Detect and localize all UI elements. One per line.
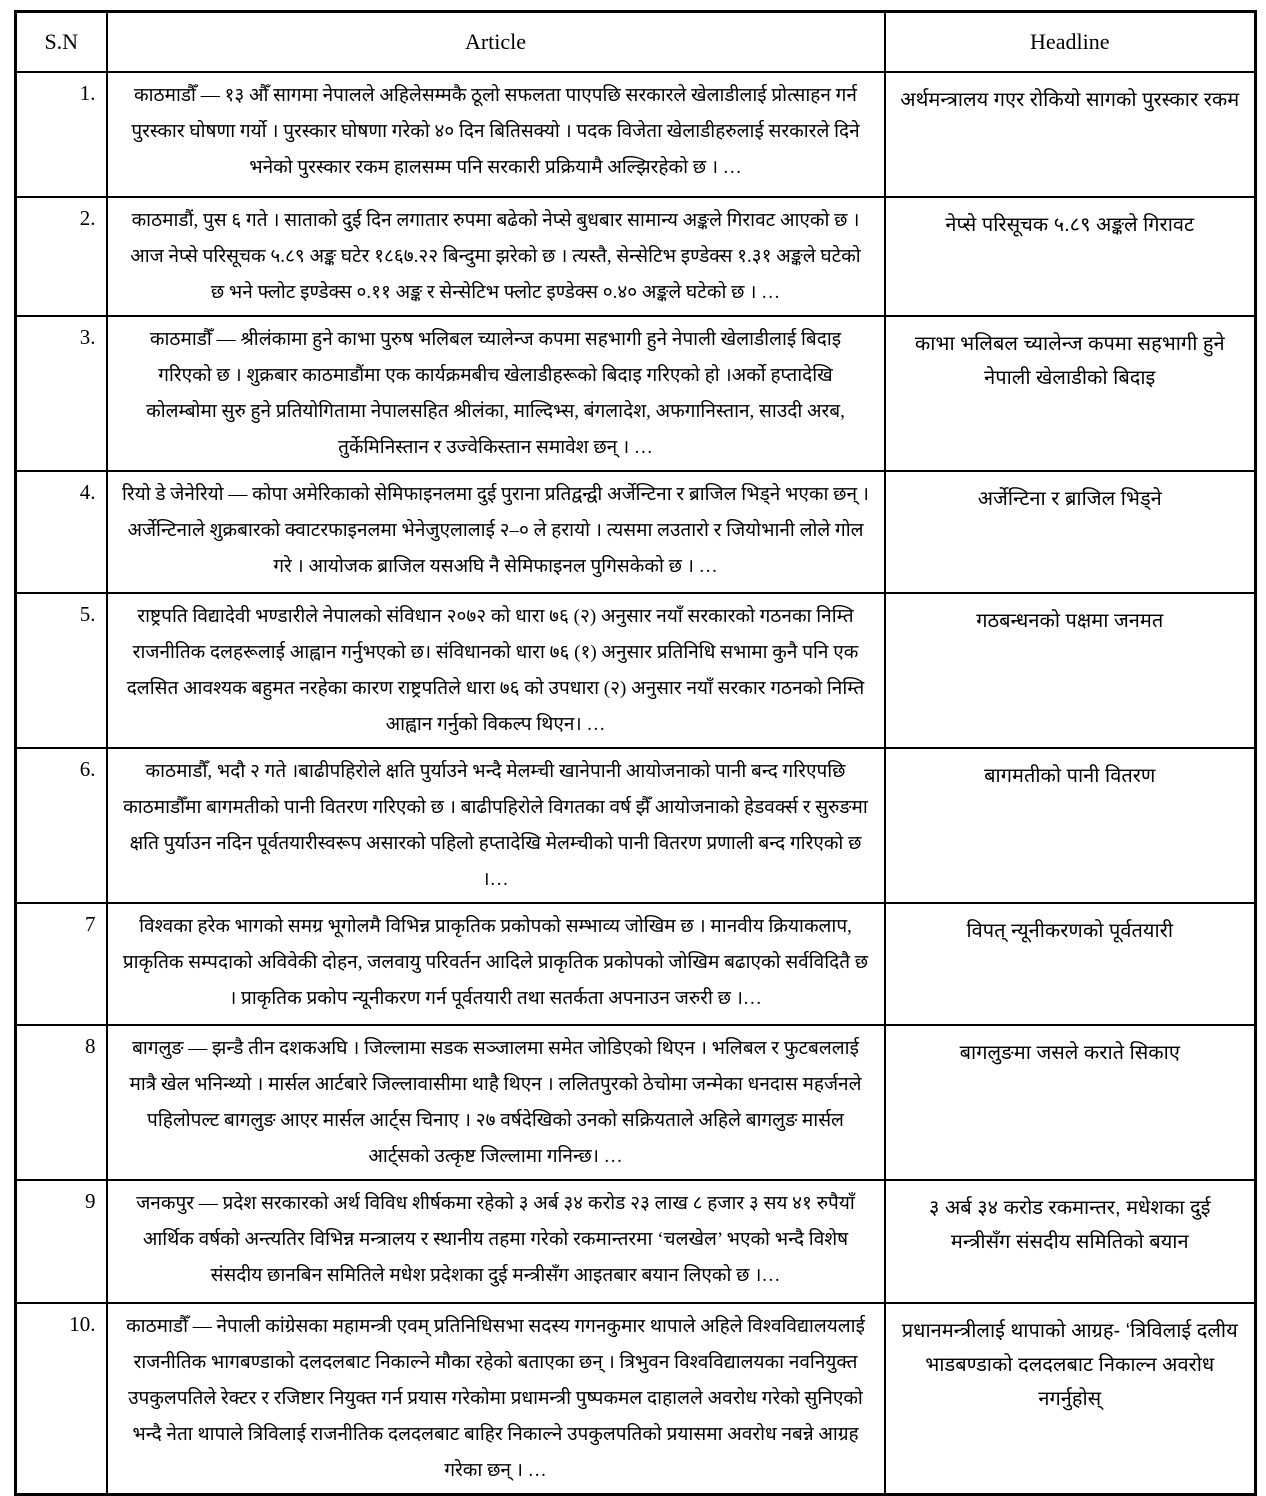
table-row [16,72,1256,197]
headline-text: गठबन्धनको पक्षमा जनमत [885,593,1256,748]
column-header-article: Article [107,12,885,73]
headline-text: बागलुङमा जसले कराते सिकाए [885,1025,1256,1180]
headline-text: अर्जेन्टिना र ब्राजिल भिड्ने [885,471,1256,593]
serial-number: 4. [16,471,107,593]
table-row [16,593,1256,748]
article-text: काठमाडौँ, भदौ २ गते ।बाढीपहिरोले क्षति पुर्याउने भन्दै मेलम्ची खानेपानी आयोजनाको पानी बन्द गरिएपछि काठमाडौँमा बागमतीको पानी वितरण गरिएको छ । बाढीपहिरोले विगतका वर्ष झैँ आयोजनाको हेडवर्क्स र सुरुङमा क्षति पुर्याउन नदिन पूर्वतयारीस्वरूप असारको पहिलो हप्तादेखि मेलम्चीको पानी वितरण प्रणाली बन्द गरिएको छ ।… [107,748,885,903]
table-row [16,1180,1256,1303]
header-row [16,12,1256,73]
table-row [16,1303,1256,1495]
article-text: काठमाडौँ — १३ औँ सागमा नेपालले अहिलेसम्मकै ठूलो सफलता पाएपछि सरकारले खेलाडीलाई प्रोत्साहन गर्न पुरस्कार घोषणा गर्यो । पुरस्कार घोषणा गरेको ४० दिन बितिसक्यो । पदक विजेता खेलाडीहरुलाई सरकारले दिने भनेको पुरस्कार रकम हालसम्म पनि सरकारी प्रक्रियामै अल्झिरहेको छ । … [107,72,885,197]
table-row [16,1025,1256,1180]
serial-number: 1. [16,72,107,197]
table-row [16,197,1256,316]
serial-number: 6. [16,748,107,903]
serial-number: 3. [16,316,107,471]
headline-text: नेप्से परिसूचक ५.८९ अङ्कले गिरावट [885,197,1256,316]
headline-text: बागमतीको पानी वितरण [885,748,1256,903]
news-articles-table [14,10,1257,1496]
headline-text: विपत् न्यूनीकरणको पूर्वतयारी [885,903,1256,1025]
column-header-sn: S.N [16,12,107,73]
headline-text: काभा भलिबल च्यालेन्ज कपमा सहभागी हुने नेपाली खेलाडीको बिदाइ [885,316,1256,471]
column-header-headline: Headline [885,12,1256,73]
article-text: काठमाडौँ — श्रीलंकामा हुने काभा पुरुष भलिबल च्यालेन्ज कपमा सहभागी हुने नेपाली खेलाडीलाई बिदाइ गरिएको छ । शुक्रबार काठमाडौंमा एक कार्यक्रमबीच खेलाडीहरूको बिदाइ गरिएको हो ।अर्को हप्तादेखि कोलम्बोमा सुरु हुने प्रतियोगितामा नेपालसहित श्रीलंका, माल्दिभ्स, बंगलादेश, अफगानिस्तान, साउदी अरब, तुर्केमिनिस्तान र उज्वेकिस्तान समावेश छन् । … [107,316,885,471]
serial-number: 5. [16,593,107,748]
table-row [16,471,1256,593]
headline-text: अर्थमन्त्रालय गएर रोकियो सागको पुरस्कार रकम [885,72,1256,197]
article-text: राष्ट्रपति विद्यादेवी भण्डारीले नेपालको संविधान २०७२ को धारा ७६ (२) अनुसार नयाँ सरकारको गठनका निम्ति राजनीतिक दलहरूलाई आह्वान गर्नुभएको छ। संविधानको धारा ७६ (१) अनुसार प्रतिनिधि सभामा कुनै पनि एक दलसित आवश्यक बहुमत नरहेका कारण राष्ट्रपतिले धारा ७६ को उपधारा (२) अनुसार नयाँ सरकार गठनको निम्ति आह्वान गर्नुको विकल्प थिएन। … [107,593,885,748]
table-row [16,748,1256,903]
serial-number: 8 [16,1025,107,1180]
article-text: काठमाडौं, पुस ६ गते । साताको दुई दिन लगातार रुपमा बढेको नेप्से बुधबार सामान्य अङ्कले गिरावट आएको छ । आज नेप्से परिसूचक ५.८९ अङ्क घटेर १८६७.२२ बिन्दुमा झरेको छ । त्यस्तै, सेन्सेटिभ इण्डेक्स १.३१ अङ्कले घटेको छ भने फ्लोट इण्डेक्स ०.११ अङ्क र सेन्सेटिभ फ्लोट इण्डेक्स ०.४० अङ्कले घटेको छ । … [107,197,885,316]
table-row [16,903,1256,1025]
table-row [16,316,1256,471]
article-text: विश्वका हरेक भागको समग्र भूगोलमै विभिन्न प्राकृतिक प्रकोपको सम्भाव्य जोखिम छ । मानवीय क्रियाकलाप, प्राकृतिक सम्पदाको अविवेकी दोहन, जलवायु परिवर्तन आदिले प्राकृतिक प्रकोपको जोखिम बढाएको सर्वविदितै छ । प्राकृतिक प्रकोप न्यूनीकरण गर्न पूर्वतयारी तथा सतर्कता अपनाउन जरुरी छ ।… [107,903,885,1025]
article-text: रियो डे जेनेरियो — कोपा अमेरिकाको सेमिफाइनलमा दुई पुराना प्रतिद्वन्द्वी अर्जेन्टिना र ब्राजिल भिड्ने भएका छन् । अर्जेन्टिनाले शुक्रबारको क्वाटरफाइनलमा भेनेजुएलालाई २–० ले हरायो । त्यसमा लउतारो र जियोभानी लोले गोल गरे । आयोजक ब्राजिल यसअघि नै सेमिफाइनल पुगिसकेको छ । … [107,471,885,593]
article-text: बागलुङ — झन्डै तीन दशकअघि । जिल्लामा सडक सञ्जालमा समेत जोडिएको थिएन । भलिबल र फुटबललाई मात्रै खेल भनिन्थ्यो । मार्सल आर्टबारे जिल्लावासीमा थाहै थिएन । ललितपुरको ठेचोमा जन्मेका धनदास महर्जनले पहिलोपल्ट बागलुङ आएर मार्सल आर्ट्स चिनाए । २७ वर्षदेखिको उनको सक्रियताले अहिले बागलुङ मार्सल आर्ट्सको उत्कृष्ट जिल्लामा गनिन्छ। … [107,1025,885,1180]
serial-number: 10. [16,1303,107,1495]
article-text: जनकपुर — प्रदेश सरकारको अर्थ विविध शीर्षकमा रहेको ३ अर्ब ३४ करोड २३ लाख ८ हजार ३ सय ४१ रुपैयाँ आर्थिक वर्षको अन्त्यतिर विभिन्न मन्त्रालय र स्थानीय तहमा गरेको रकमान्तरमा ‘चलखेल’ भएको भन्दै विशेष संसदीय छानबिन समितिले मधेश प्रदेशका दुई मन्त्रीसँग आइतबार बयान लिएको छ ।… [107,1180,885,1303]
headline-text: प्रधानमन्त्रीलाई थापाको आग्रह- ‘त्रिविलाई दलीय भाडबण्डाको दलदलबाट निकाल्न अवरोध नगर्नुहोस् [885,1303,1256,1495]
serial-number: 9 [16,1180,107,1303]
article-text: काठमाडौँ — नेपाली कांग्रेसका महामन्त्री एवम् प्रतिनिधिसभा सदस्य गगनकुमार थापाले अहिले विश्वविद्यालयलाई राजनीतिक भागबण्डाको दलदलबाट निकाल्ने मौका रहेको बताएका छन् । त्रिभुवन विश्वविद्यालयका नवनियुक्त उपकुलपतिले रेक्टर र रजिष्टार नियुक्त गर्न प्रयास गरेकोमा प्रधामन्त्री पुष्पकमल दाहालले अवरोध गरेको सुनिएको भन्दै नेता थापाले त्रिविलाई राजनीतिक दलदलबाट बाहिर निकाल्ने उपकुलपतिको प्रयासमा अवरोध नबन्ने आग्रह गरेका छन् । … [107,1303,885,1495]
serial-number: 2. [16,197,107,316]
serial-number: 7 [16,903,107,1025]
headline-text: ३ अर्ब ३४ करोड रकमान्तर, मधेशका दुई मन्त्रीसँग संसदीय समितिको बयान [885,1180,1256,1303]
